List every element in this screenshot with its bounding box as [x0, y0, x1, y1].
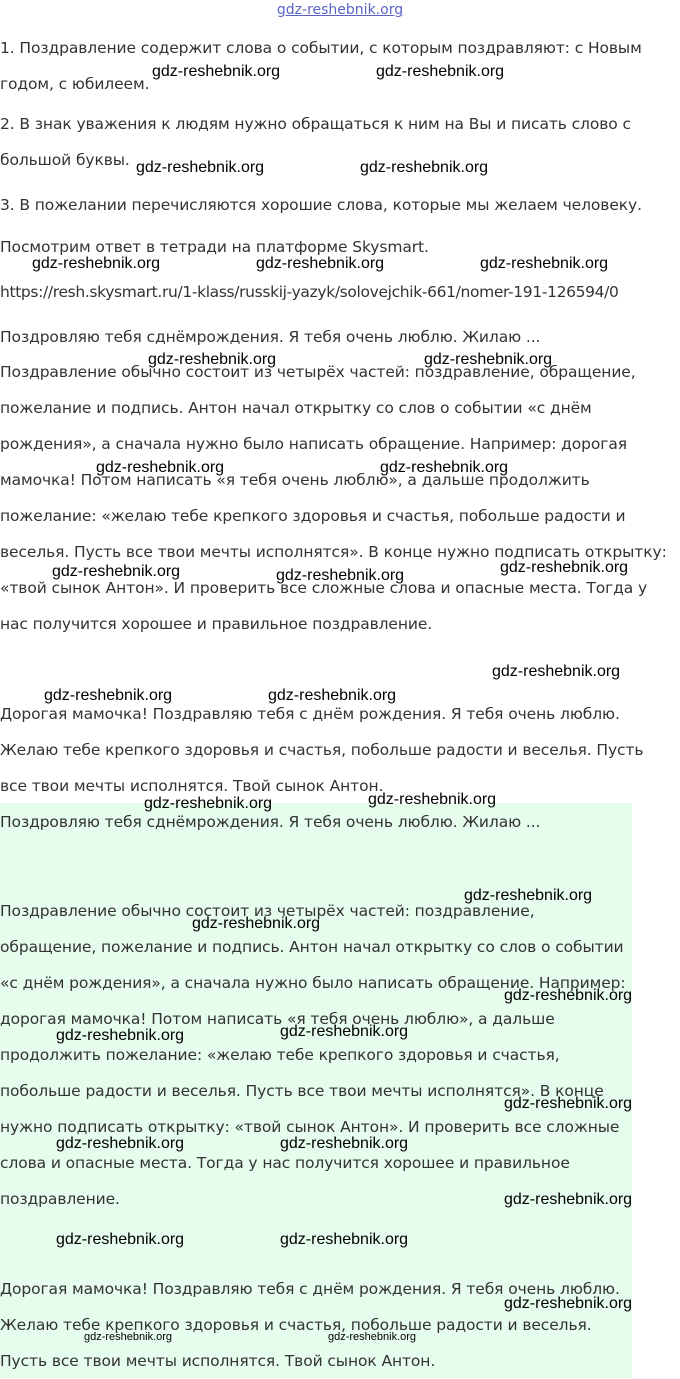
watermark: gdz-reshebnik.org — [56, 1135, 185, 1152]
answer-explanation: Поздравление обычно состоит из четырёх частей: поздравление, обращение, пожелание и подпись. Антон начал открытку со слов о событии «с днём рождения», а сначала нужно было написать обращение. Например: дорогая мамочка! Потом написать «я тебя очень люблю», а дальше продолжить пожелание: «желаю тебе крепкого здоровья и счастья, побольше радости и веселья. Пусть все твои мечты исполнятся». В конце нужно подписать открытку: «твой сынок Антон». И проверить все сложные слова и опасные места. Тогда у нас получится хорошее и правильное поздравление. — [0, 363, 667, 633]
watermark: gdz-reshebnik.org — [256, 255, 385, 272]
watermark: gdz-reshebnik.org — [504, 987, 633, 1004]
watermark: gdz-reshebnik.org — [276, 567, 405, 584]
watermark: gdz-reshebnik.org — [44, 687, 173, 704]
intro-point-2: 2. В знак уважения к людям нужно обращаться к ним на Вы и писать слово с большой буквы. — [0, 115, 631, 169]
watermark: gdz-reshebnik.org — [152, 63, 281, 80]
watermark: gdz-reshebnik.org — [96, 459, 225, 476]
intro-point-3: 3. В пожелании перечисляются хорошие слова, которые мы желаем человеку. — [0, 196, 642, 214]
highlighted-answer-panel — [0, 803, 632, 1378]
watermark: gdz-reshebnik.org — [380, 459, 509, 476]
watermark: gdz-reshebnik.org — [136, 159, 265, 176]
watermark: gdz-reshebnik.org — [500, 559, 629, 576]
answer-corrected: Дорогая мамочка! Поздравляю тебя с днём рождения. Я тебя очень люблю. Желаю тебе крепкого здоровья и счастья, побольше радости и веселья. Пусть все твои мечты исполнятся. Твой сынок Антон. — [0, 705, 644, 795]
watermark: gdz-reshebnik.org — [504, 1191, 633, 1208]
watermark: gdz-reshebnik.org — [360, 159, 489, 176]
watermark: gdz-reshebnik.org — [376, 63, 505, 80]
watermark: gdz-reshebnik.org — [52, 563, 181, 580]
watermark: gdz-reshebnik.org — [56, 1231, 185, 1248]
highlighted-draft: Поздровляю тебя сднёмрождения. Я тебя очень люблю. Жилаю ... — [0, 813, 541, 831]
watermark: gdz-reshebnik.org — [280, 1023, 409, 1040]
intro-point-1: 1. Поздравление содержит слова о событии, с которым поздравляют: с Новым годом, с юбилеем. — [0, 39, 642, 93]
site-link[interactable]: gdz-reshebnik.org — [276, 2, 404, 18]
source-url[interactable]: https://resh.skysmart.ru/1-klass/russkij-yazyk/solovejchik-661/nomer-191-126594/0 — [0, 283, 619, 301]
highlighted-corrected: Дорогая мамочка! Поздравляю тебя с днём рождения. Я тебя очень люблю. Желаю тебе крепкого здоровья и счастья, побольше радости и веселья. Пусть все твои мечты исполнятся. Твой сынок Антон. — [0, 1280, 620, 1370]
watermark: gdz-reshebnik.org — [480, 255, 609, 272]
watermark: gdz-reshebnik.org — [84, 1331, 173, 1343]
watermark: gdz-reshebnik.org — [424, 351, 553, 368]
watermark: gdz-reshebnik.org — [192, 915, 321, 932]
highlighted-explanation: Поздравление обычно состоит из четырёх частей: поздравление, обращение, пожелание и подпись. Антон начал открытку со слов о событии «с днём рождения», а сначала нужно было написать обращение. Например: дорогая мамочка! Потом написать «я тебя очень люблю», а дальше продолжить пожелание: «желаю тебе крепкого здоровья и счастья, побольше радости и веселья. Пусть все твои мечты исполнятся». В конце нужно подписать открытку: «твой сынок Антон». И проверить все сложные слова и опасные места. Тогда у нас получится хорошее и правильное поздравление. — [0, 902, 626, 1208]
watermark: gdz-reshebnik.org — [368, 791, 497, 808]
watermark: gdz-reshebnik.org — [148, 351, 277, 368]
watermark: gdz-reshebnik.org — [504, 1095, 633, 1112]
answer-draft: Поздровляю тебя сднёмрождения. Я тебя очень люблю. Жилаю ... — [0, 328, 541, 346]
watermark: gdz-reshebnik.org — [144, 795, 273, 812]
watermark: gdz-reshebnik.org — [328, 1331, 417, 1343]
watermark: gdz-reshebnik.org — [464, 887, 593, 904]
watermark: gdz-reshebnik.org — [56, 1027, 185, 1044]
watermark: gdz-reshebnik.org — [32, 255, 161, 272]
watermark: gdz-reshebnik.org — [504, 1295, 633, 1312]
watermark: gdz-reshebnik.org — [492, 663, 621, 680]
watermark: gdz-reshebnik.org — [268, 687, 397, 704]
watermark: gdz-reshebnik.org — [280, 1231, 409, 1248]
watermark: gdz-reshebnik.org — [280, 1135, 409, 1152]
intro-skysmart-note: Посмотрим ответ в тетради на платформе Skysmart. — [0, 238, 429, 256]
